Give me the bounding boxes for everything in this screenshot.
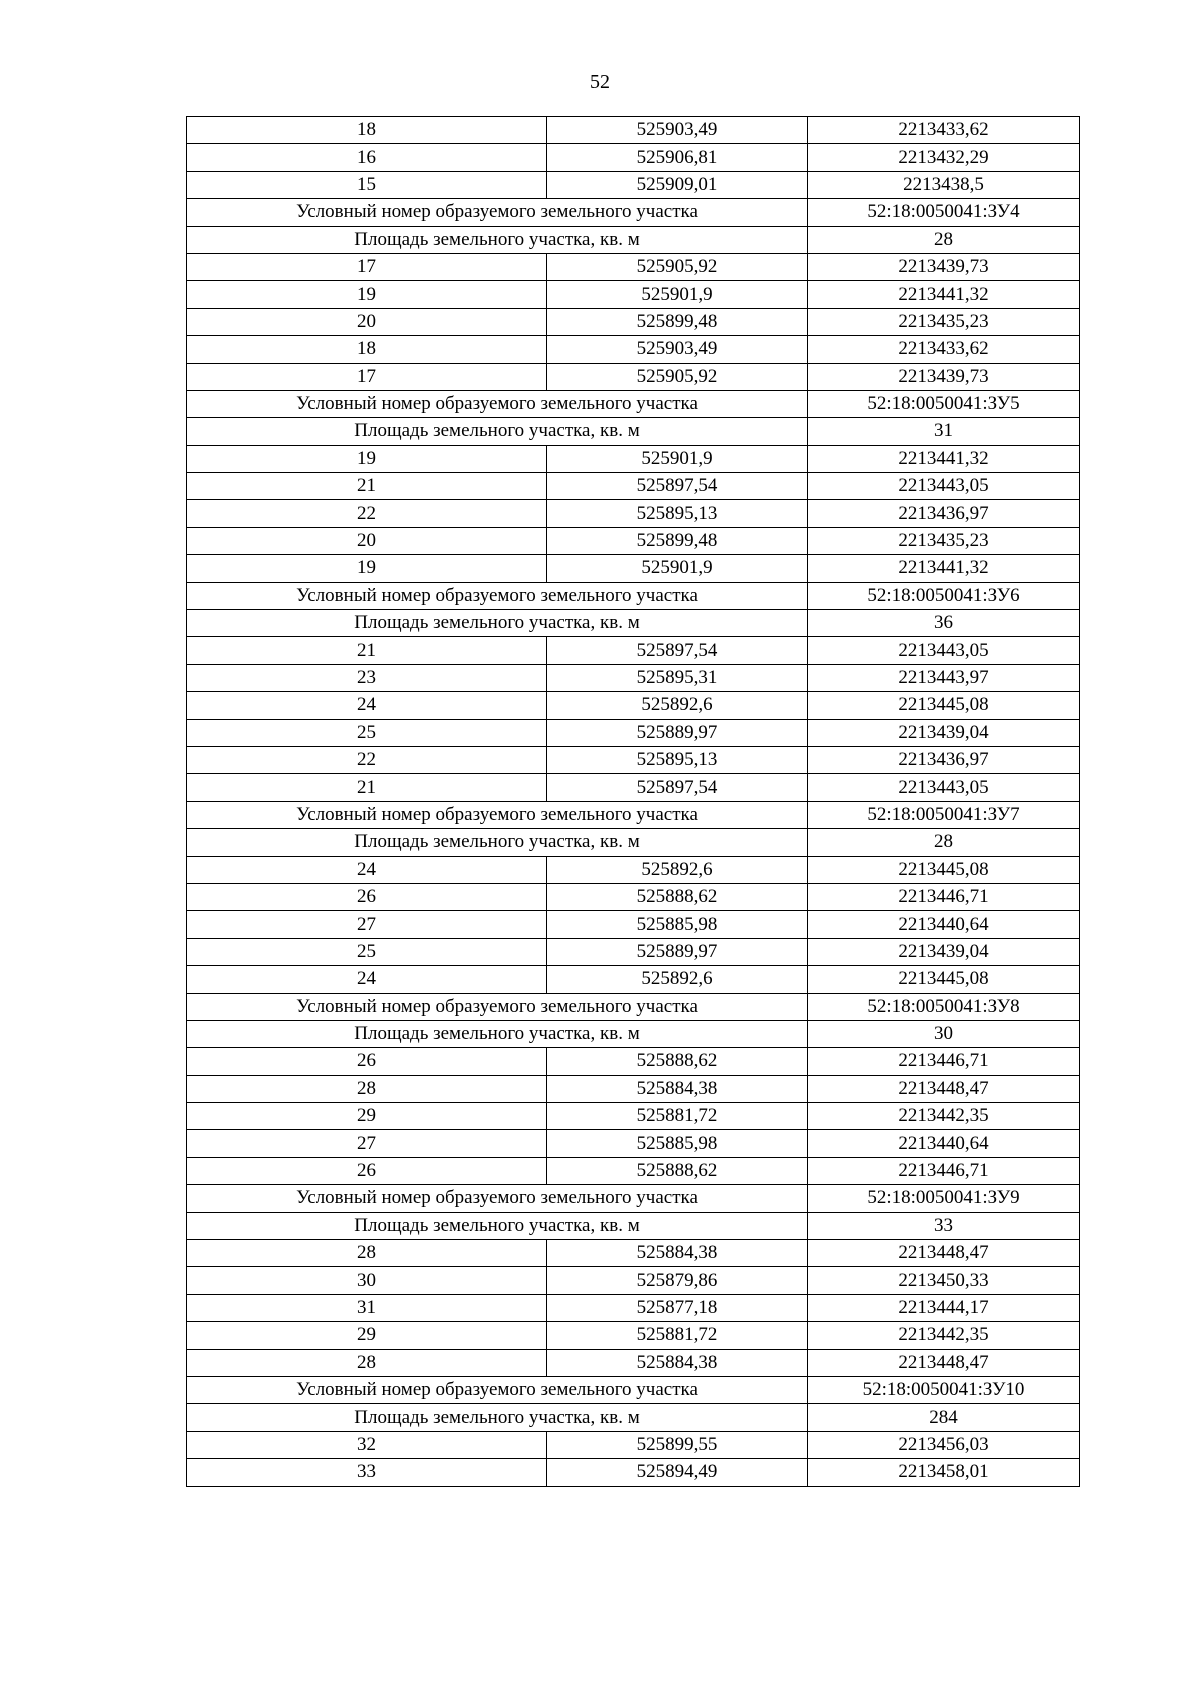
point-number: 32 [187,1431,547,1458]
point-number: 25 [187,938,547,965]
point-x: 525897,54 [547,637,808,664]
point-number: 29 [187,1103,547,1130]
point-y: 2213435,23 [808,308,1080,335]
point-number: 15 [187,171,547,198]
area-row [187,610,1080,637]
point-row [187,445,1080,472]
row-label: Площадь земельного участка, кв. м [187,610,808,637]
row-value: 28 [808,226,1080,253]
point-y: 2213441,32 [808,555,1080,582]
point-row [187,1431,1080,1458]
point-x: 525901,9 [547,555,808,582]
point-row [187,117,1080,144]
point-number: 17 [187,363,547,390]
point-number: 19 [187,281,547,308]
point-row [187,1048,1080,1075]
point-y: 2213441,32 [808,281,1080,308]
point-number: 31 [187,1294,547,1321]
point-x: 525888,62 [547,1048,808,1075]
row-label: Условный номер образуемого земельного участка [187,199,808,226]
point-x: 525899,48 [547,308,808,335]
coordinates-table-body [187,117,1080,1487]
point-x: 525889,97 [547,719,808,746]
point-number: 26 [187,1048,547,1075]
point-row [187,363,1080,390]
row-value: 30 [808,1020,1080,1047]
point-y: 2213432,29 [808,144,1080,171]
point-y: 2213450,33 [808,1267,1080,1294]
point-y: 2213433,62 [808,336,1080,363]
point-row [187,1103,1080,1130]
point-row [187,527,1080,554]
point-row [187,856,1080,883]
parcel-number-row [187,1185,1080,1212]
point-x: 525877,18 [547,1294,808,1321]
point-y: 2213439,73 [808,363,1080,390]
point-number: 20 [187,527,547,554]
point-number: 22 [187,746,547,773]
point-number: 28 [187,1349,547,1376]
point-x: 525895,31 [547,664,808,691]
parcel-number-row [187,390,1080,417]
row-label: Площадь земельного участка, кв. м [187,1020,808,1047]
point-x: 525892,6 [547,692,808,719]
point-row [187,883,1080,910]
row-label: Площадь земельного участка, кв. м [187,1212,808,1239]
point-number: 33 [187,1459,547,1486]
row-label: Условный номер образуемого земельного участка [187,390,808,417]
point-x: 525901,9 [547,445,808,472]
point-number: 26 [187,883,547,910]
point-row [187,555,1080,582]
point-row [187,1240,1080,1267]
point-x: 525897,54 [547,774,808,801]
point-row [187,308,1080,335]
point-row [187,664,1080,691]
point-number: 18 [187,336,547,363]
point-number: 18 [187,117,547,144]
point-y: 2213439,04 [808,719,1080,746]
row-label: Условный номер образуемого земельного участка [187,582,808,609]
point-row [187,719,1080,746]
point-y: 2213443,97 [808,664,1080,691]
point-x: 525881,72 [547,1103,808,1130]
point-number: 24 [187,692,547,719]
row-label: Площадь земельного участка, кв. м [187,226,808,253]
point-number: 24 [187,856,547,883]
point-number: 24 [187,966,547,993]
point-number: 28 [187,1075,547,1102]
point-row [187,281,1080,308]
point-number: 27 [187,911,547,938]
point-row [187,911,1080,938]
point-x: 525889,97 [547,938,808,965]
point-x: 525899,55 [547,1431,808,1458]
area-row [187,1404,1080,1431]
row-value: 52:18:0050041:ЗУ4 [808,199,1080,226]
point-y: 2213440,64 [808,1130,1080,1157]
point-number: 16 [187,144,547,171]
row-value: 36 [808,610,1080,637]
point-number: 29 [187,1322,547,1349]
point-x: 525899,48 [547,527,808,554]
row-value: 52:18:0050041:ЗУ7 [808,801,1080,828]
point-row [187,1349,1080,1376]
row-label: Условный номер образуемого земельного участка [187,1376,808,1403]
point-row [187,473,1080,500]
parcel-number-row [187,1376,1080,1403]
point-y: 2213446,71 [808,883,1080,910]
point-y: 2213446,71 [808,1157,1080,1184]
point-x: 525895,13 [547,746,808,773]
point-number: 19 [187,555,547,582]
point-row [187,336,1080,363]
point-y: 2213435,23 [808,527,1080,554]
point-row [187,966,1080,993]
point-number: 25 [187,719,547,746]
row-label: Условный номер образуемого земельного участка [187,993,808,1020]
row-value: 33 [808,1212,1080,1239]
point-number: 21 [187,473,547,500]
page-number: 52 [590,71,610,93]
point-y: 2213440,64 [808,911,1080,938]
point-row [187,1294,1080,1321]
point-number: 23 [187,664,547,691]
point-y: 2213443,05 [808,637,1080,664]
point-y: 2213439,04 [808,938,1080,965]
point-x: 525888,62 [547,1157,808,1184]
point-row [187,1459,1080,1486]
area-row [187,1020,1080,1047]
point-row [187,774,1080,801]
row-value: 52:18:0050041:ЗУ10 [808,1376,1080,1403]
point-x: 525884,38 [547,1240,808,1267]
point-x: 525905,92 [547,253,808,280]
point-y: 2213446,71 [808,1048,1080,1075]
area-row [187,829,1080,856]
point-x: 525903,49 [547,336,808,363]
point-row [187,500,1080,527]
row-label: Условный номер образуемого земельного участка [187,1185,808,1212]
point-y: 2213438,5 [808,171,1080,198]
point-x: 525895,13 [547,500,808,527]
point-row [187,1267,1080,1294]
parcel-number-row [187,993,1080,1020]
row-label: Площадь земельного участка, кв. м [187,829,808,856]
point-x: 525909,01 [547,171,808,198]
row-label: Площадь земельного участка, кв. м [187,418,808,445]
row-value: 52:18:0050041:ЗУ6 [808,582,1080,609]
point-number: 17 [187,253,547,280]
point-x: 525881,72 [547,1322,808,1349]
point-number: 30 [187,1267,547,1294]
point-x: 525897,54 [547,473,808,500]
point-y: 2213436,97 [808,500,1080,527]
row-value: 28 [808,829,1080,856]
point-x: 525879,86 [547,1267,808,1294]
point-number: 21 [187,774,547,801]
area-row [187,418,1080,445]
point-y: 2213443,05 [808,473,1080,500]
point-number: 22 [187,500,547,527]
point-y: 2213456,03 [808,1431,1080,1458]
row-value: 31 [808,418,1080,445]
point-row [187,1157,1080,1184]
point-number: 26 [187,1157,547,1184]
point-x: 525901,9 [547,281,808,308]
point-number: 20 [187,308,547,335]
point-y: 2213442,35 [808,1103,1080,1130]
point-row [187,253,1080,280]
point-row [187,746,1080,773]
point-y: 2213444,17 [808,1294,1080,1321]
point-row [187,144,1080,171]
point-x: 525884,38 [547,1349,808,1376]
point-row [187,1130,1080,1157]
point-y: 2213448,47 [808,1075,1080,1102]
point-row [187,692,1080,719]
point-x: 525892,6 [547,966,808,993]
parcel-number-row [187,199,1080,226]
point-row [187,637,1080,664]
point-x: 525905,92 [547,363,808,390]
point-y: 2213442,35 [808,1322,1080,1349]
point-x: 525885,98 [547,911,808,938]
row-value: 52:18:0050041:ЗУ9 [808,1185,1080,1212]
point-row [187,938,1080,965]
point-y: 2213443,05 [808,774,1080,801]
point-x: 525888,62 [547,883,808,910]
point-y: 2213441,32 [808,445,1080,472]
point-y: 2213448,47 [808,1240,1080,1267]
point-y: 2213458,01 [808,1459,1080,1486]
row-value: 52:18:0050041:ЗУ8 [808,993,1080,1020]
point-number: 28 [187,1240,547,1267]
row-label: Условный номер образуемого земельного участка [187,801,808,828]
point-y: 2213445,08 [808,966,1080,993]
point-y: 2213433,62 [808,117,1080,144]
point-number: 19 [187,445,547,472]
point-y: 2213439,73 [808,253,1080,280]
point-x: 525885,98 [547,1130,808,1157]
area-row [187,1212,1080,1239]
point-x: 525894,49 [547,1459,808,1486]
row-value: 52:18:0050041:ЗУ5 [808,390,1080,417]
point-y: 2213445,08 [808,692,1080,719]
point-y: 2213445,08 [808,856,1080,883]
point-x: 525906,81 [547,144,808,171]
point-number: 21 [187,637,547,664]
parcel-number-row [187,801,1080,828]
parcel-number-row [187,582,1080,609]
point-x: 525903,49 [547,117,808,144]
point-y: 2213448,47 [808,1349,1080,1376]
row-value: 284 [808,1404,1080,1431]
area-row [187,226,1080,253]
point-x: 525884,38 [547,1075,808,1102]
point-y: 2213436,97 [808,746,1080,773]
point-row [187,1322,1080,1349]
point-row [187,171,1080,198]
point-number: 27 [187,1130,547,1157]
coordinates-table [186,116,1080,1487]
point-x: 525892,6 [547,856,808,883]
point-row [187,1075,1080,1102]
row-label: Площадь земельного участка, кв. м [187,1404,808,1431]
